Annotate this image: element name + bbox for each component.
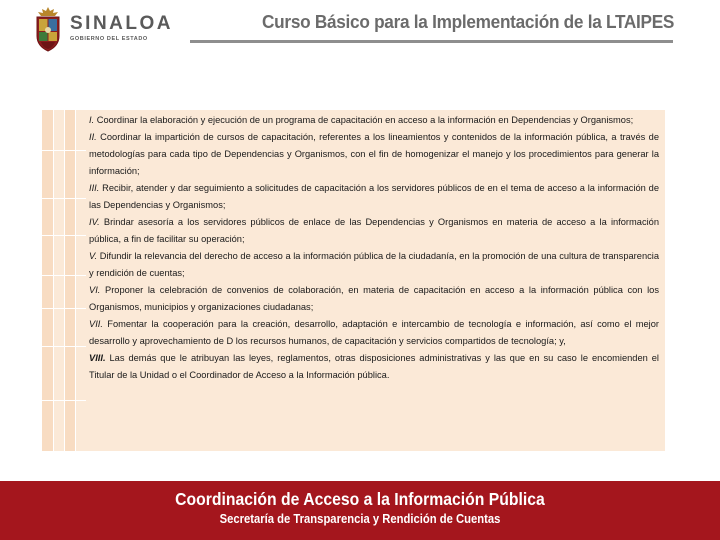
item-text: Difundir la relevancia del derecho de acceso a la información pública de la ciudadanía, en la promoción de una cultura de transparencia y rendición de cuentas; [89,251,659,278]
list-item [89,214,659,248]
item-text: Coordinar la impartición de cursos de capacitación, referentes a los lineamientos y contenidos de la información pública, a través de metodologías para cada tipo de Dependencias y Organismos, con el fin de homogenizar el manejo y los procedimientos para generar la información; [89,132,659,176]
item-numeral: VIII. [89,353,106,363]
table-divider [42,346,86,347]
table-divider [42,150,86,151]
table-divider [42,308,86,309]
footer-banner [0,481,720,540]
list-item [89,282,659,316]
item-numeral: V. [89,251,98,261]
table-divider [42,400,86,401]
functions-text-box [86,110,665,451]
item-numeral: IV. [89,217,100,227]
sinaloa-logo [70,14,173,42]
list-item [89,112,659,129]
item-numeral: I. [89,115,95,125]
list-item [89,180,659,214]
table-side-columns [42,110,86,451]
table-divider [42,235,86,236]
course-title: Curso Básico para la Implementación de la LTAIPES [261,11,674,32]
list-item [89,350,659,384]
table-divider [42,275,86,276]
item-text: Coordinar la elaboración y ejecución de un programa de capacitación en acceso a la información en Dependencias y Organismos; [94,115,634,125]
item-text: Las demás que le atribuyan las leyes, reglamentos, otras disposiciones administrativas y las que en su caso le encomienden el Titular de la Unidad o el Coordinador de Acceso a la Información pública. [89,353,659,380]
item-text: Fomentar la cooperación para la creación, desarrollo, adaptación e intercambio de tecnología e información, así como el mejor desarrollo y aprovechamiento de D los recursos humanos, de capacitación y servicios compartidos de tecnología; y, [89,319,659,346]
item-numeral: VI. [89,285,101,295]
item-numeral: II. [89,132,97,142]
title-underline [190,40,673,43]
logo-main-text: SINALOA [70,13,173,34]
footer-title: Coordinación de Acceso a la Información Pública [175,489,545,509]
item-text: Proponer la celebración de convenios de colaboración, en materia de capacitación en acceso a la información pública con los Organismos, municipios y organizaciones ciudadanas; [89,285,659,312]
item-numeral: VII. [89,319,103,329]
list-item [89,248,659,282]
content-table [42,110,665,451]
sinaloa-crest-icon [32,6,64,52]
item-text: Recibir, atender y dar seguimiento a solicitudes de capacitación a los servidores públicos de en el tema de acceso a la información de las Dependencias y Organismos; [89,183,659,210]
list-item [89,316,659,350]
slide-header [0,0,720,62]
logo-sub-text: GOBIERNO DEL ESTADO [70,36,148,42]
footer-subtitle: Secretaría de Transparencia y Rendición de Cuentas [219,512,501,526]
list-item [89,129,659,180]
table-divider [42,198,86,199]
item-numeral: III. [89,183,100,193]
item-text: Brindar asesoría a los servidores públicos de enlace de las Dependencias y Organismos en materia de acceso a la información pública, a fin de facilitar su operación; [89,217,659,244]
